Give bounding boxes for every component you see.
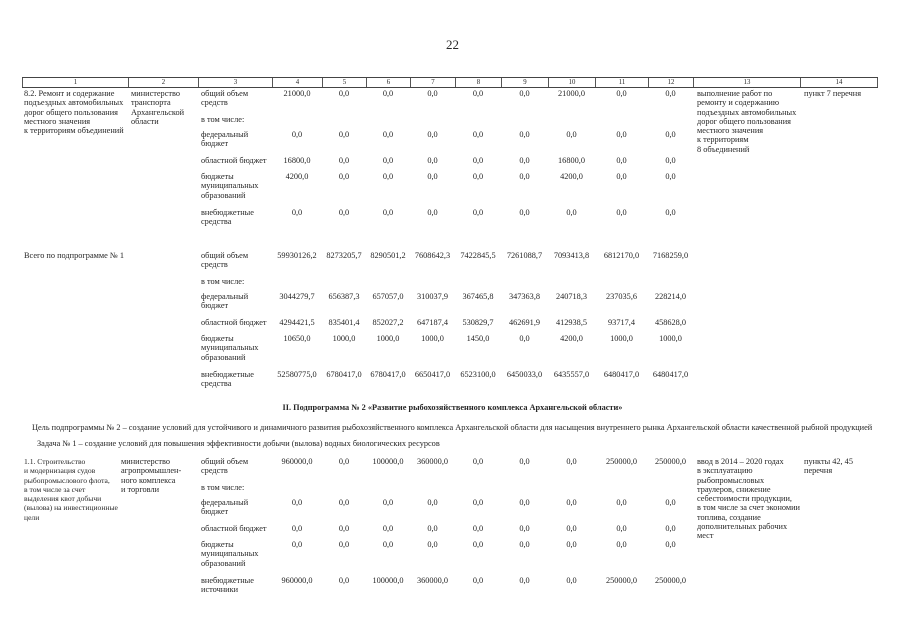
amount-cell: 0,0 (566, 576, 577, 585)
column-number-header: 4 (272, 78, 322, 87)
amount-cell: 347363,8 (508, 292, 541, 301)
amount-cell: 8290501,2 (370, 251, 406, 260)
amount-cell: 10650,0 (283, 334, 311, 343)
amount-cell: 6435557,0 (553, 370, 590, 379)
amount-cell: 16800,0 (558, 156, 585, 165)
amount-cell: 0,0 (472, 498, 484, 507)
amount-cell: 647187,4 (416, 318, 449, 327)
amount-cell: 93717,4 (608, 318, 635, 327)
amount-cell: 0,0 (665, 156, 676, 165)
column-number-header: 2 (128, 78, 198, 87)
amount-cell: 4200,0 (560, 172, 583, 181)
amount-cell: 0,0 (338, 130, 350, 139)
amount-cell: 0,0 (566, 130, 577, 139)
amount-cell: 0,0 (291, 130, 303, 139)
amount-cell: 0,0 (616, 156, 627, 165)
column-number-header: 12 (648, 78, 693, 87)
amount-cell: 7093413,8 (553, 251, 590, 260)
amount-cell: 0,0 (382, 540, 394, 549)
amount-cell: 0,0 (566, 524, 577, 533)
amount-cell: 4200,0 (560, 334, 583, 343)
funding-source-cell: федеральный бюджет (201, 498, 249, 517)
amount-cell: 0,0 (291, 498, 303, 507)
amount-cell: 3044279,7 (279, 292, 315, 301)
amount-cell: 0,0 (427, 208, 438, 217)
column-number-header: 6 (366, 78, 410, 87)
amount-cell: 0,0 (472, 172, 484, 181)
column-number-header: 8 (455, 78, 501, 87)
amount-cell: 0,0 (519, 457, 530, 466)
amount-cell: 530829,7 (462, 318, 494, 327)
amount-cell: 0,0 (472, 540, 484, 549)
amount-cell: 0,0 (665, 524, 676, 533)
amount-cell: 6780417,0 (370, 370, 406, 379)
amount-cell: 21000,0 (558, 89, 585, 98)
amount-cell: 0,0 (382, 172, 394, 181)
amount-cell: 0,0 (338, 208, 350, 217)
amount-cell: 1450,0 (466, 334, 490, 343)
amount-cell: 250000,0 (605, 576, 638, 585)
amount-cell: 6523100,0 (460, 370, 496, 379)
amount-cell: 0,0 (616, 172, 627, 181)
funding-source-cell: в том числе: (201, 115, 245, 124)
amount-cell: 360000,0 (416, 457, 449, 466)
amount-cell: 0,0 (382, 156, 394, 165)
amount-cell: 6450033,0 (506, 370, 543, 379)
amount-cell: 7608642,3 (414, 251, 451, 260)
funding-source-cell: внебюджетные средства (201, 208, 254, 227)
amount-cell: 6812170,0 (603, 251, 640, 260)
amount-cell: 0,0 (382, 498, 394, 507)
amount-cell: 0,0 (566, 457, 577, 466)
column-number-header: 5 (322, 78, 366, 87)
amount-cell: 250000,0 (605, 457, 638, 466)
row-group-subprogram-1-total (22, 251, 878, 400)
amount-cell: 0,0 (338, 172, 350, 181)
amount-cell: 0,0 (616, 208, 627, 217)
funding-source-cell: общий объем средств (201, 89, 249, 108)
amount-cell: 250000,0 (654, 576, 687, 585)
funding-source-cell: областной бюджет (201, 318, 267, 327)
amount-cell: 367465,8 (462, 292, 494, 301)
subprogram-2-heading: II. Подпрограмма № 2 «Развитие рыбохозяйственного комплекса Архангельской области» (282, 403, 623, 412)
row-group-measure-1-1 (22, 457, 878, 606)
amount-cell: 657057,0 (372, 292, 404, 301)
amount-cell: 0,0 (519, 576, 530, 585)
amount-cell: 0,0 (566, 208, 577, 217)
amount-cell: 59930126,2 (277, 251, 317, 260)
amount-cell: 0,0 (427, 89, 438, 98)
amount-cell: 7168259,0 (652, 251, 689, 260)
amount-cell: 1000,0 (610, 334, 633, 343)
amount-cell: 240718,3 (555, 292, 588, 301)
amount-cell: 0,0 (472, 524, 484, 533)
amount-cell: 0,0 (616, 130, 627, 139)
amount-cell: 0,0 (338, 524, 350, 533)
column-number-header: 9 (501, 78, 548, 87)
amount-cell: 0,0 (472, 576, 484, 585)
amount-cell: 0,0 (665, 89, 676, 98)
amount-cell: 0,0 (427, 172, 438, 181)
amount-cell: 6480417,0 (603, 370, 640, 379)
amount-cell: 0,0 (427, 498, 438, 507)
funding-source-cell: общий объем средств (201, 251, 249, 270)
column-number-header: 14 (800, 78, 878, 87)
amount-cell: 0,0 (338, 156, 350, 165)
subprogram-2-task-1: Задача № 1 – создание условий для повышения эффективности добычи (вылова) водных биологических ресурсов (37, 439, 440, 448)
funding-source-cell: федеральный бюджет (201, 292, 249, 311)
column-number-header: 13 (693, 78, 800, 87)
page-number: 22 (446, 37, 459, 52)
amount-cell: 0,0 (472, 156, 484, 165)
amount-cell: 0,0 (472, 130, 484, 139)
amount-cell: 0,0 (291, 540, 303, 549)
amount-cell: 960000,0 (281, 576, 313, 585)
amount-cell: 0,0 (472, 89, 484, 98)
amount-cell: 0,0 (519, 208, 530, 217)
amount-cell: 0,0 (519, 540, 530, 549)
amount-cell: 0,0 (472, 457, 484, 466)
funding-source-cell: внебюджетные средства (201, 370, 254, 389)
amount-cell: 0,0 (382, 524, 394, 533)
amount-cell: 21000,0 (283, 89, 311, 98)
amount-cell: 0,0 (519, 334, 530, 343)
amount-cell: 852027,2 (372, 318, 404, 327)
amount-cell: 1000,0 (421, 334, 444, 343)
amount-cell: 237035,6 (605, 292, 638, 301)
amount-cell: 228214,0 (654, 292, 687, 301)
funding-source-cell: в том числе: (201, 483, 245, 492)
amount-cell: 0,0 (519, 130, 530, 139)
amount-cell: 0,0 (665, 540, 676, 549)
amount-cell: 0,0 (338, 540, 350, 549)
amount-cell: 0,0 (427, 130, 438, 139)
measure-name-cell: 1.1. Строительство и модернизация судов рыбопромыслового флота, в том числе за счет выделения квот добычи (вылова) на инвестиционные цели (24, 457, 118, 522)
amount-cell: 0,0 (665, 208, 676, 217)
amount-cell: 0,0 (665, 130, 676, 139)
amount-cell: 0,0 (519, 172, 530, 181)
amount-cell: 0,0 (616, 540, 627, 549)
amount-cell: 0,0 (519, 156, 530, 165)
amount-cell: 0,0 (519, 498, 530, 507)
amount-cell: 6650417,0 (414, 370, 451, 379)
reference-cell: пункт 7 перечня (804, 89, 862, 98)
funding-source-cell: бюджеты муниципальных образований (201, 172, 259, 200)
column-number-header: 3 (198, 78, 272, 87)
amount-cell: 1000,0 (376, 334, 400, 343)
amount-cell: 0,0 (427, 540, 438, 549)
amount-cell: 0,0 (616, 89, 627, 98)
amount-cell: 0,0 (291, 524, 303, 533)
amount-cell: 0,0 (427, 524, 438, 533)
amount-cell: 52580775,0 (277, 370, 317, 379)
column-number-header: 1 (22, 78, 128, 87)
amount-cell: 1000,0 (659, 334, 682, 343)
amount-cell: 6780417,0 (326, 370, 362, 379)
amount-cell: 0,0 (566, 498, 577, 507)
funding-source-cell: областной бюджет (201, 156, 267, 165)
amount-cell: 100000,0 (372, 576, 404, 585)
amount-cell: 0,0 (566, 540, 577, 549)
amount-cell: 360000,0 (416, 576, 449, 585)
funding-source-cell: федеральный бюджет (201, 130, 249, 149)
amount-cell: 0,0 (382, 89, 394, 98)
amount-cell: 0,0 (665, 498, 676, 507)
amount-cell: 4200,0 (285, 172, 309, 181)
amount-cell: 7261088,7 (506, 251, 543, 260)
amount-cell: 656387,3 (328, 292, 360, 301)
amount-cell: 0,0 (338, 89, 350, 98)
table-column-number-row (22, 77, 878, 88)
reference-cell: пункты 42, 45 перечня (804, 457, 853, 476)
amount-cell: 0,0 (291, 208, 303, 217)
amount-cell: 462691,9 (508, 318, 541, 327)
subprogram-2-goal: Цель подпрограммы № 2 – создание условий для устойчивого и динамичного развития рыбохозяйственного комплекса Архангельской области для насыщения внутреннего рынка Архангельской области качественной рыбной продукцией (32, 423, 873, 432)
amount-cell: 0,0 (616, 498, 627, 507)
amount-cell: 0,0 (616, 524, 627, 533)
amount-cell: 0,0 (338, 576, 350, 585)
expected-result-cell: выполнение работ по ремонту и содержанию подъездных автомобильных дорог общего пользования местного значения к территориям 8 объединений (697, 89, 797, 154)
amount-cell: 0,0 (427, 156, 438, 165)
amount-cell: 835401,4 (328, 318, 360, 327)
funding-source-cell: бюджеты муниципальных образований (201, 540, 259, 568)
column-number-header: 10 (548, 78, 595, 87)
measure-name-cell: Всего по подпрограмме № 1 (24, 251, 125, 260)
amount-cell: 0,0 (338, 498, 350, 507)
funding-source-cell: внебюджетные источники (201, 576, 254, 595)
amount-cell: 100000,0 (372, 457, 404, 466)
amount-cell: 960000,0 (281, 457, 313, 466)
amount-cell: 412938,5 (555, 318, 588, 327)
column-number-header: 11 (595, 78, 648, 87)
amount-cell: 4294421,5 (279, 318, 315, 327)
executor-cell: министерство агропромышлен- ного комплекса и торговли (121, 457, 182, 494)
amount-cell: 0,0 (519, 89, 530, 98)
amount-cell: 310037,9 (416, 292, 449, 301)
amount-cell: 250000,0 (654, 457, 687, 466)
funding-source-cell: бюджеты муниципальных образований (201, 334, 259, 362)
amount-cell: 0,0 (519, 524, 530, 533)
amount-cell: 8273205,7 (326, 251, 362, 260)
amount-cell: 0,0 (472, 208, 484, 217)
funding-source-cell: в том числе: (201, 277, 245, 286)
amount-cell: 0,0 (665, 172, 676, 181)
amount-cell: 6480417,0 (652, 370, 689, 379)
measure-name-cell: 8.2. Ремонт и содержание подъездных автомобильных дорог общего пользования местного значения к территориям объединений (24, 89, 124, 136)
column-number-header: 7 (410, 78, 455, 87)
executor-cell: министерство транспорта Архангельской области (131, 89, 185, 126)
amount-cell: 458628,0 (654, 318, 687, 327)
amount-cell: 0,0 (382, 130, 394, 139)
amount-cell: 1000,0 (332, 334, 356, 343)
expected-result-cell: ввод в 2014 – 2020 годах в эксплуатацию рыбопромысловых траулеров, снижение себестоимости продукции, в том числе за счет экономии топлива, создание дополнительных рабочих мест (697, 457, 801, 541)
amount-cell: 7422845,5 (460, 251, 496, 260)
row-group-measure-8-2 (22, 89, 878, 238)
funding-source-cell: областной бюджет (201, 524, 267, 533)
amount-cell: 16800,0 (283, 156, 311, 165)
amount-cell: 0,0 (382, 208, 394, 217)
funding-source-cell: общий объем средств (201, 457, 249, 476)
amount-cell: 0,0 (338, 457, 350, 466)
